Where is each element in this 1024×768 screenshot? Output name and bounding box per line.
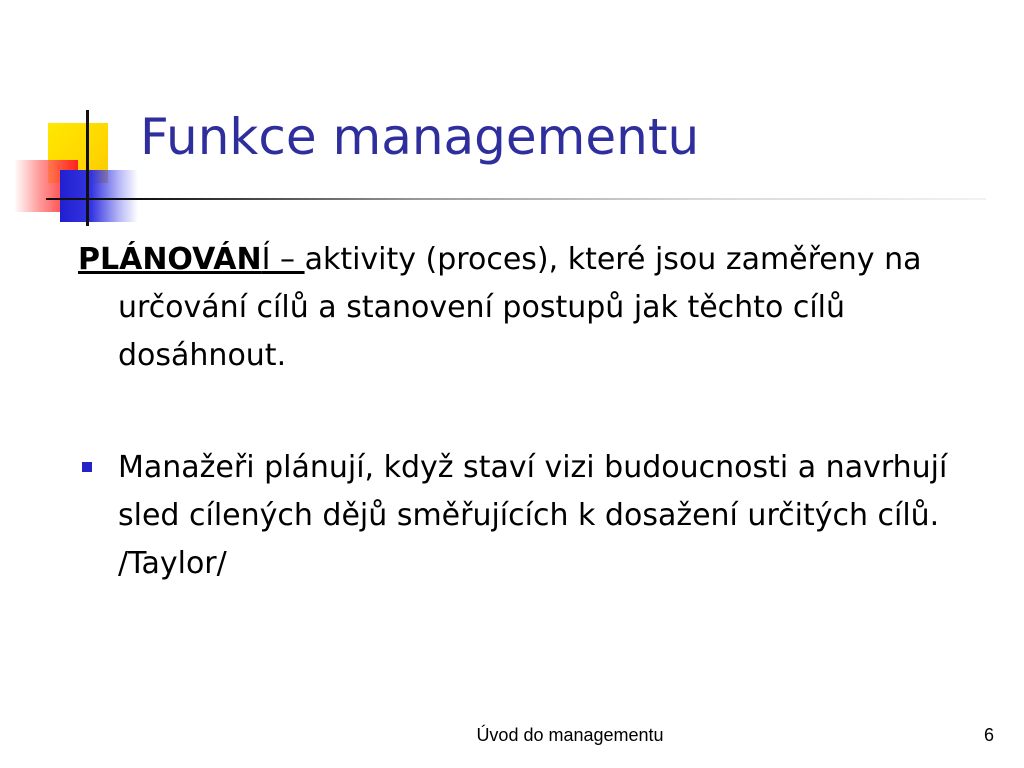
title-underline-rule — [46, 198, 986, 200]
decoration-blue-square — [60, 170, 138, 222]
definition-term: PLÁNOVÁN — [78, 242, 262, 277]
definition-paragraph — [78, 236, 998, 380]
bullet-item: Manažeři plánují, když staví vizi budoucnosti a navrhují sled cílených dějů směřujících k dosažení určitých cílů. /Taylor/ — [118, 450, 948, 581]
page-number: 6 — [983, 725, 994, 745]
slide-title: Funkce managementu — [140, 108, 700, 166]
footer-title: Úvod do managementu — [476, 725, 664, 745]
decoration-vertical-line — [86, 110, 89, 226]
definition-text: aktivity (proces), které jsou zaměřeny na určování cílů a stanovení postupů jak těchto cílů dosáhnout. — [118, 242, 922, 373]
definition-term-tail: Í – — [261, 242, 305, 277]
square-bullet-icon — [82, 462, 92, 472]
